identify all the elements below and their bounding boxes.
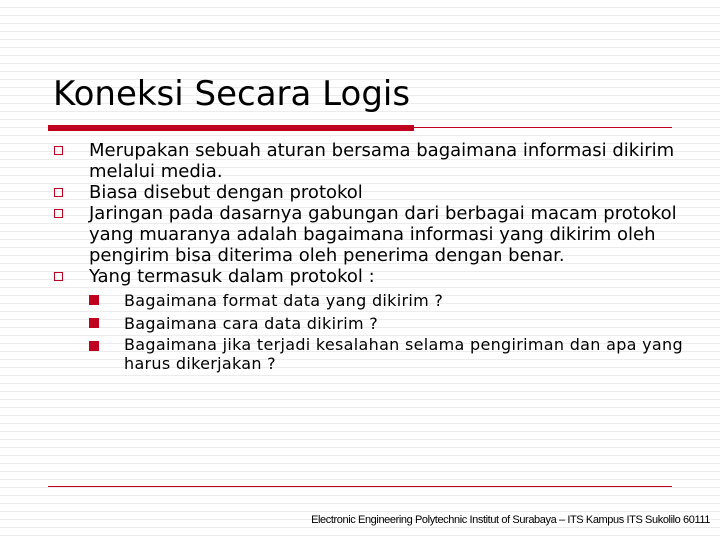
sub-bullet-text: Bagaimana format data yang dikirim ? bbox=[124, 291, 444, 310]
hollow-square-bullet-icon bbox=[54, 272, 63, 281]
filled-square-bullet-icon bbox=[89, 295, 99, 305]
filled-square-bullet-icon bbox=[89, 341, 99, 351]
bullet-item bbox=[52, 266, 692, 375]
sub-bullet-item bbox=[89, 289, 692, 312]
bullet-item bbox=[52, 203, 692, 266]
bullet-text: Merupakan sebuah aturan bersama bagaimana informasi dikirim melalui media. bbox=[89, 140, 675, 182]
hollow-square-bullet-icon bbox=[54, 146, 63, 155]
sub-bullet-item bbox=[89, 312, 692, 335]
sub-bullet-item bbox=[89, 335, 692, 375]
hollow-square-bullet-icon bbox=[54, 209, 63, 218]
bullet-text: Jaringan pada dasarnya gabungan dari berbagai macam protokol yang muaranya adalah bagaimana informasi yang dikirim oleh pengirim bisa diterima oleh penerima dengan benar. bbox=[89, 203, 677, 266]
sub-bullet-text: Bagaimana jika terjadi kesalahan selama pengiriman dan apa yang harus dikerjakan ? bbox=[124, 335, 683, 373]
slide-title: Koneksi Secara Logis bbox=[53, 74, 411, 114]
filled-square-bullet-icon bbox=[89, 318, 99, 328]
sub-bullet-list bbox=[89, 289, 692, 375]
bullet-list bbox=[52, 140, 692, 375]
footer-rule bbox=[48, 486, 672, 487]
sub-bullet-text: Bagaimana cara data dikirim ? bbox=[124, 314, 379, 333]
bullet-text: Yang termasuk dalam protokol : bbox=[89, 266, 375, 287]
bullet-text: Biasa disebut dengan protokol bbox=[89, 182, 363, 203]
footer-text: Electronic Engineering Polytechnic Institut of Surabaya – ITS Kampus ITS Sukolilo 60111 bbox=[311, 514, 710, 526]
title-underline-bar bbox=[48, 125, 414, 131]
bullet-item bbox=[52, 182, 692, 203]
hollow-square-bullet-icon bbox=[54, 188, 63, 197]
bullet-item bbox=[52, 140, 692, 182]
title-underline-rule bbox=[414, 127, 672, 128]
